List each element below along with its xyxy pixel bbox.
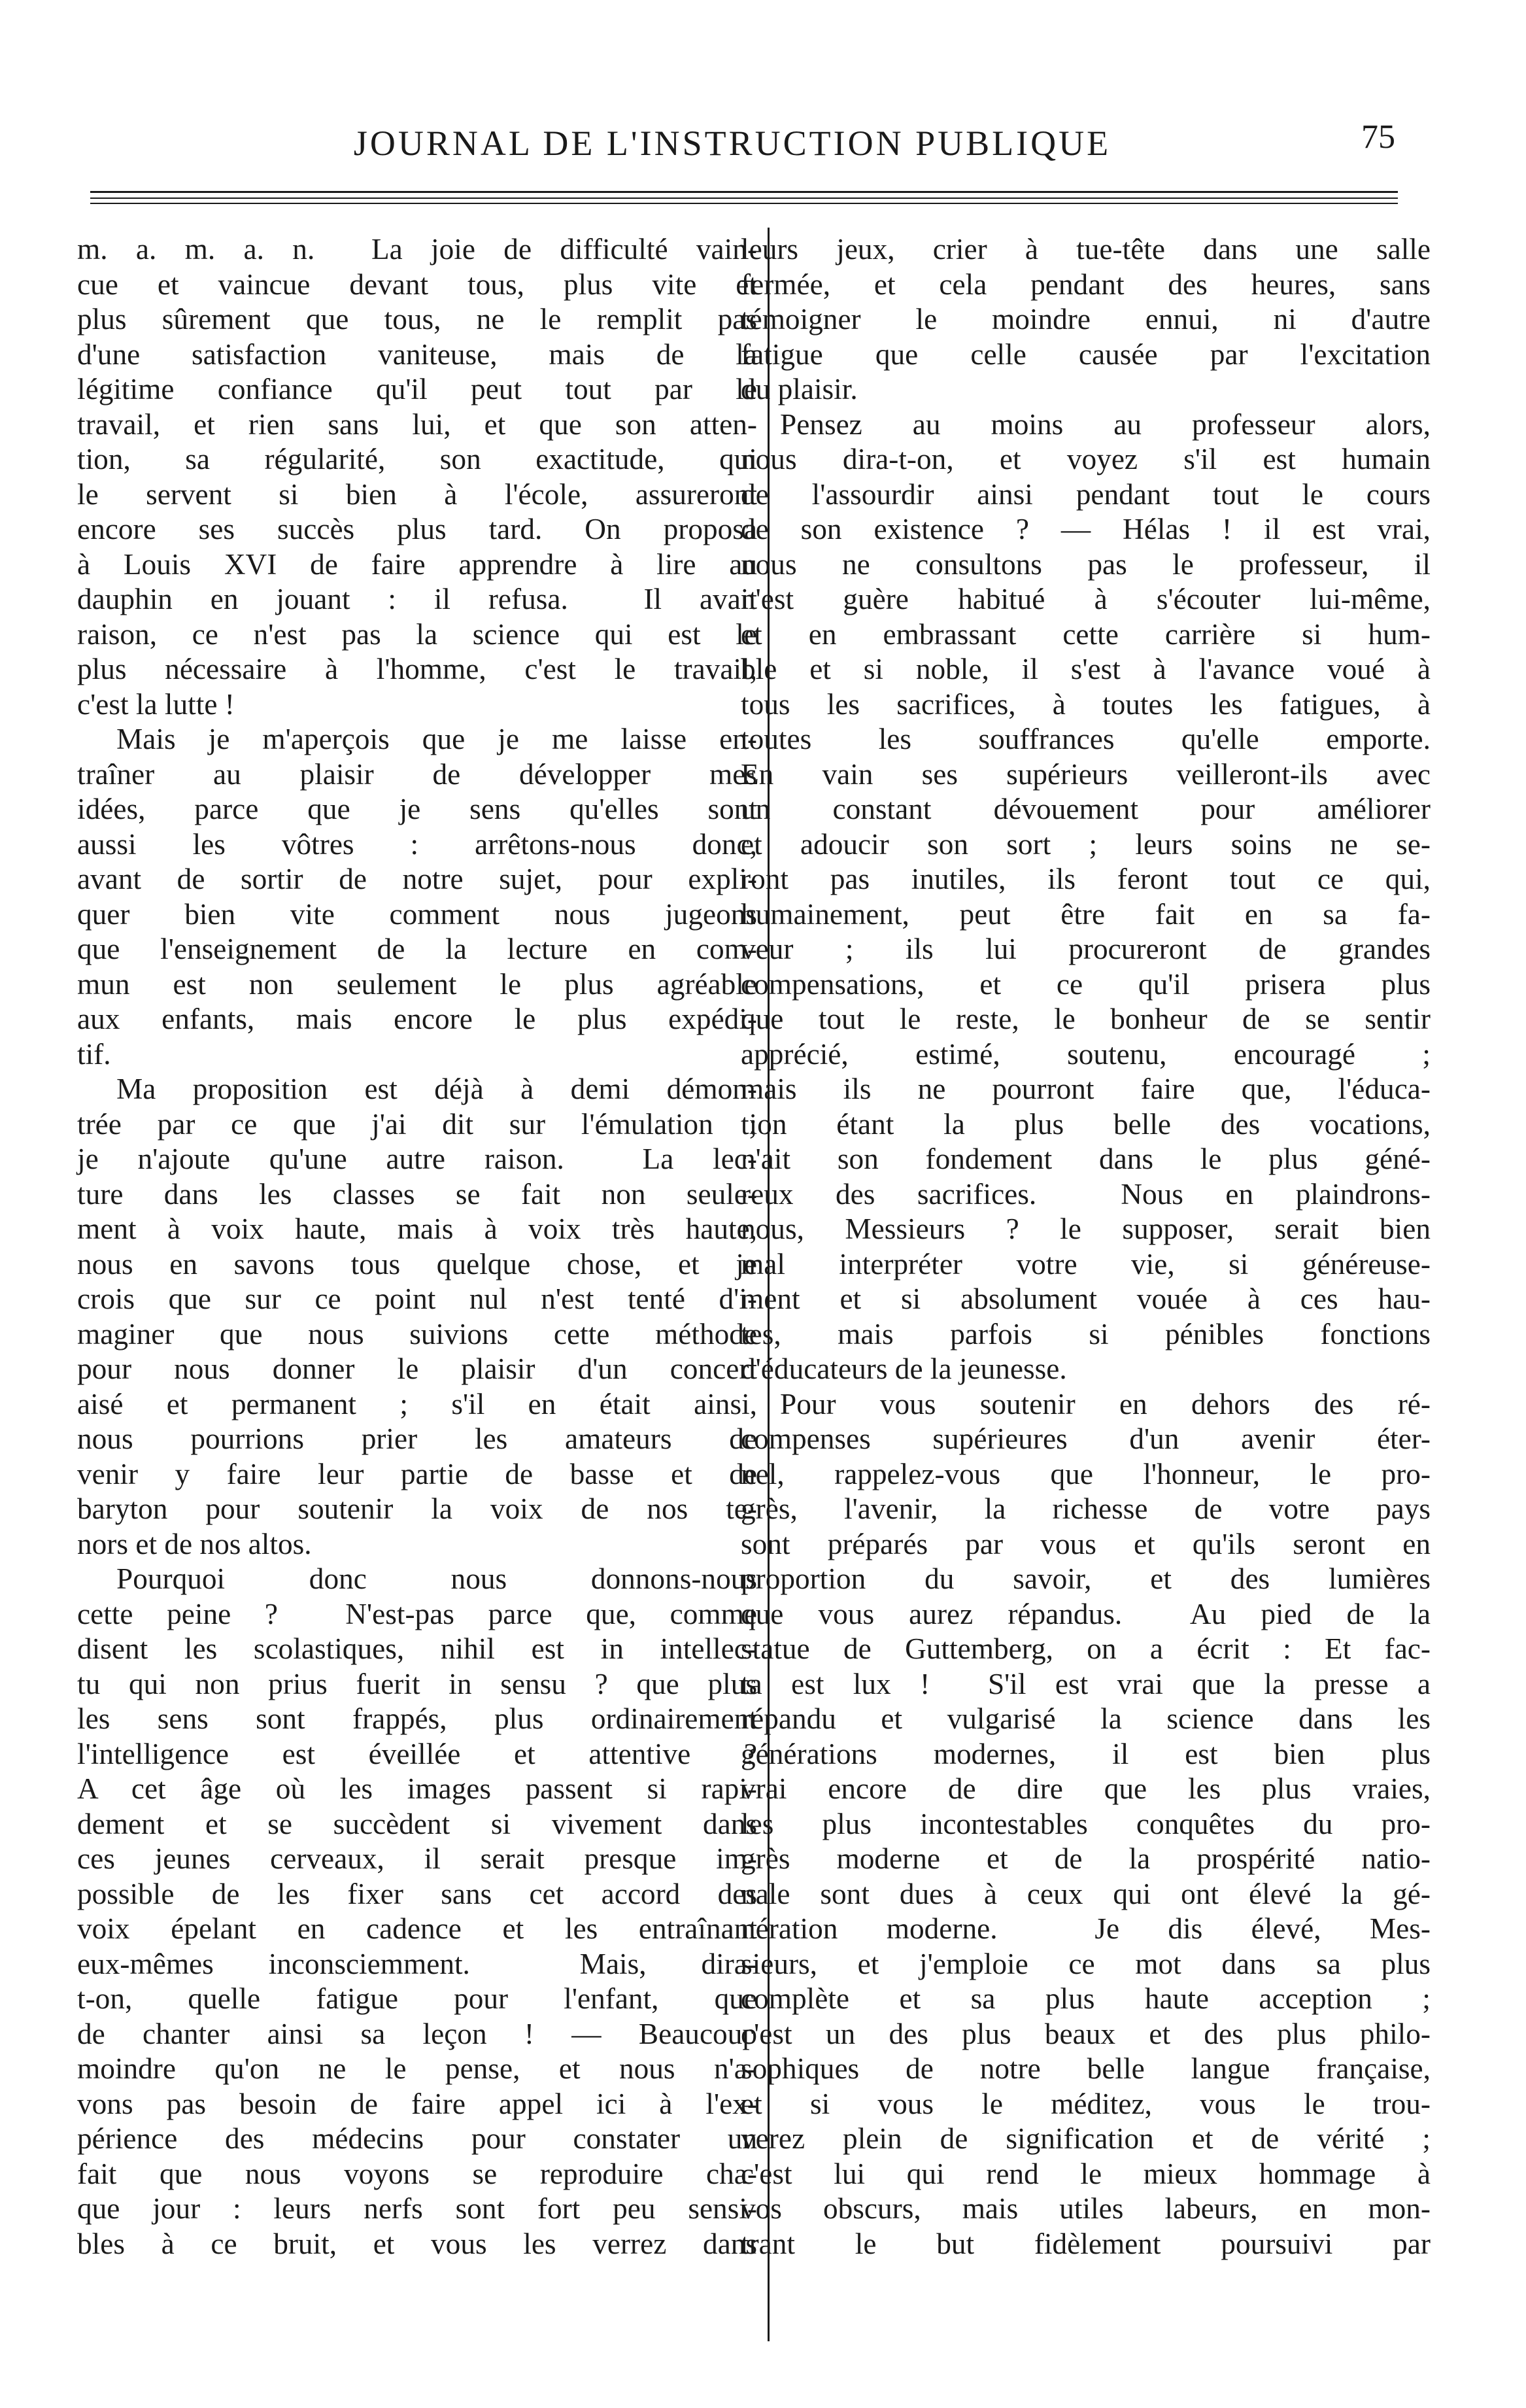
text-line: ront pas inutiles, ils feront tout ce qui, — [741, 863, 1431, 895]
text-line: mais ils ne pourront faire que, l'éduca- — [741, 1073, 1431, 1105]
text-line: moindre qu'on ne le pense, et nous n'a- — [77, 2052, 757, 2085]
text-line: de chanter ainsi sa leçon ! — Beaucoup — [77, 2017, 757, 2050]
text-line: eux-mêmes inconsciemment. Mais, dira- — [77, 1947, 757, 1980]
text-line: humainement, peut être fait en sa fa- — [741, 897, 1431, 931]
text-line: bles à ce bruit, et vous les verrez dans — [77, 2227, 757, 2260]
text-line: sont préparés par vous et qu'ils seront en — [741, 1527, 1431, 1560]
text-line: venir y faire leur partie de basse et de — [77, 1457, 757, 1490]
text-line: le servent si bien à l'école, assureront — [77, 477, 757, 511]
text-line: légitime confiance qu'il peut tout par le — [77, 373, 757, 405]
text-line: sophiques de notre belle langue française, — [741, 2052, 1431, 2085]
text-line: n'est guère habitué à s'écouter lui-même, — [741, 583, 1431, 615]
text-line: En vain ses supérieurs veilleront-ils avec — [741, 757, 1431, 791]
text-line: tous les sacrifices, à toutes les fatigues, à — [741, 687, 1431, 721]
text-line: fait que nous voyons se reproduire cha- — [77, 2157, 757, 2190]
text-line: idées, parce que je sens qu'elles sont — [77, 793, 757, 825]
header-rule-double — [90, 198, 1398, 199]
text-line: Mais je m'aperçois que je me laisse en- — [116, 723, 757, 755]
text-line: tes, mais parfois si pénibles fonctions — [741, 1317, 1431, 1350]
text-line: nous en savons tous quelque chose, et je — [77, 1247, 757, 1281]
text-line: tion étant la plus belle des vocations, — [741, 1107, 1431, 1141]
text-line: vons pas besoin de faire appel ici à l'ex- — [77, 2087, 757, 2120]
text-line: statue de Guttemberg, on a écrit : Et fac- — [741, 1632, 1431, 1665]
text-line: l'intelligence est éveillée et attentive ? — [77, 1737, 757, 1770]
text-line: ment à voix haute, mais à voix très haute, — [77, 1213, 757, 1245]
text-line: mun est non seulement le plus agréable — [77, 967, 757, 1001]
text-line: je n'ajoute qu'une autre raison. La lec- — [77, 1143, 757, 1175]
text-line: c'est un des plus beaux et des plus philo- — [741, 2017, 1431, 2050]
text-line: reux des sacrifices. Nous en plaindrons- — [741, 1177, 1431, 1211]
text-line: tion, sa régularité, son exactitude, qui — [77, 443, 757, 475]
text-line: Ma proposition est déjà à demi démon- — [116, 1073, 757, 1105]
text-line: périence des médecins pour constater un — [77, 2122, 757, 2155]
text-line: trant le but fidèlement poursuivi par — [741, 2227, 1431, 2260]
text-line: aisé et permanent ; s'il en était ainsi, — [77, 1387, 757, 1420]
text-line: d'éducateurs de la jeunesse. — [741, 1352, 1067, 1385]
text-line: vrai encore de dire que les plus vraies, — [741, 1772, 1431, 1805]
text-line: proportion du savoir, et des lumières — [741, 1562, 1431, 1595]
text-line: nors et de nos altos. — [77, 1527, 312, 1560]
text-line: raison, ce n'est pas la science qui est le — [77, 617, 757, 651]
text-line: Pour vous soutenir en dehors des ré- — [780, 1387, 1431, 1420]
header-rule — [90, 191, 1398, 193]
text-line: aussi les vôtres : arrêtons-nous donc, — [77, 827, 757, 861]
text-line: de son existence ? — Hélas ! il est vrai, — [741, 513, 1431, 545]
text-line: voix épelant en cadence et les entraînant — [77, 1912, 757, 1945]
text-line: n'ait son fondement dans le plus géné- — [741, 1143, 1431, 1175]
text-line: générations modernes, il est bien plus — [741, 1737, 1431, 1770]
text-line: plus sûrement que tous, ne le remplit pas — [77, 303, 757, 335]
text-line: possible de les fixer sans cet accord des — [77, 1877, 757, 1910]
text-line: nous ne consultons pas le professeur, il — [741, 547, 1431, 581]
text-line: A cet âge où les images passent si rapi- — [77, 1772, 757, 1805]
text-line: ture dans les classes se fait non seule- — [77, 1177, 757, 1211]
text-line: c'est lui qui rend le mieux hommage à — [741, 2157, 1431, 2190]
text-line: de l'assourdir ainsi pendant tout le cours — [741, 477, 1431, 511]
text-line: t-on, quelle fatigue pour l'enfant, que — [77, 1982, 757, 2015]
text-line: les sens sont frappés, plus ordinairement — [77, 1702, 757, 1735]
text-line: plus nécessaire à l'homme, c'est le travail, — [77, 653, 757, 685]
text-line: pour nous donner le plaisir d'un concert — [77, 1352, 757, 1385]
text-line: nération moderne. Je dis élevé, Mes- — [741, 1912, 1431, 1945]
text-line: nous dira-t-on, et voyez s'il est humain — [741, 443, 1431, 475]
text-line: disent les scolastiques, nihil est in intellec- — [77, 1632, 757, 1665]
text-line: vos obscurs, mais utiles labeurs, en mon- — [741, 2192, 1431, 2225]
text-line: ble et si noble, il s'est à l'avance voué à — [741, 653, 1431, 685]
text-line: à Louis XVI de faire apprendre à lire au — [77, 547, 757, 581]
text-line: nous pourrions prier les amateurs de — [77, 1422, 757, 1455]
text-column-left — [77, 232, 757, 2262]
text-line: du plaisir. — [741, 373, 858, 405]
text-line: compensations, et ce qu'il prisera plus — [741, 967, 1431, 1001]
text-line: aux enfants, mais encore le plus expédi- — [77, 1003, 757, 1035]
text-line: leurs jeux, crier à tue-tête dans une salle — [741, 233, 1431, 266]
text-line: ces jeunes cerveaux, il serait presque im- — [77, 1842, 757, 1875]
text-line: avant de sortir de notre sujet, pour expli- — [77, 863, 757, 895]
text-line: c'est la lutte ! — [77, 687, 235, 721]
text-line: que vous aurez répandus. Au pied de la — [741, 1597, 1431, 1630]
text-line: un constant dévouement pour améliorer — [741, 793, 1431, 825]
text-line: cette peine ? N'est-pas parce que, comme — [77, 1597, 757, 1630]
text-line: nel, rappelez-vous que l'honneur, le pro- — [741, 1457, 1431, 1490]
text-line: baryton pour soutenir la voix de nos te- — [77, 1492, 757, 1525]
text-line: mal interpréter votre vie, si généreuse- — [741, 1247, 1431, 1281]
text-line: sieurs, et j'emploie ce mot dans sa plus — [741, 1947, 1431, 1980]
text-line: ta est lux ! S'il est vrai que la presse a — [741, 1667, 1431, 1700]
text-line: dauphin en jouant : il refusa. Il avait — [77, 583, 757, 615]
text-line: cue et vaincue devant tous, plus vite et — [77, 267, 757, 301]
text-line: crois que sur ce point nul n'est tenté d'i- — [77, 1282, 757, 1315]
text-line: veur ; ils lui procureront de grandes — [741, 933, 1431, 965]
text-line: complète et sa plus haute acception ; — [741, 1982, 1431, 2015]
text-line: Pensez au moins au professeur alors, — [780, 407, 1431, 441]
text-line: traîner au plaisir de développer mes — [77, 757, 757, 791]
text-line: les plus incontestables conquêtes du pro- — [741, 1807, 1431, 1840]
text-line: verez plein de signification et de vérité ; — [741, 2122, 1431, 2155]
running-head: JOURNAL DE L'INSTRUCTION PUBLIQUE — [353, 124, 1111, 163]
text-line: et adoucir son sort ; leurs soins ne se- — [741, 827, 1431, 861]
text-line: et si vous le méditez, vous le trou- — [741, 2087, 1431, 2120]
text-line: maginer que nous suivions cette méthode — [77, 1317, 757, 1350]
text-line: grès moderne et de la prospérité natio- — [741, 1842, 1431, 1875]
text-line: nous, Messieurs ? le supposer, serait bien — [741, 1213, 1431, 1245]
text-line: travail, et rien sans lui, et que son atten- — [77, 407, 757, 441]
text-line: encore ses succès plus tard. On proposa — [77, 513, 757, 545]
text-line: apprécié, estimé, soutenu, encouragé ; — [741, 1037, 1431, 1071]
text-line: que l'enseignement de la lecture en com- — [77, 933, 757, 965]
text-line: répandu et vulgarisé la science dans les — [741, 1702, 1431, 1735]
text-line: témoigner le moindre ennui, ni d'autre — [741, 303, 1431, 335]
page-number: 75 — [1361, 118, 1395, 156]
text-line: grès, l'avenir, la richesse de votre pays — [741, 1492, 1431, 1525]
text-line: fatigue que celle causée par l'excitation — [741, 337, 1431, 371]
text-line: dement et se succèdent si vivement dans — [77, 1807, 757, 1840]
text-line: tu qui non prius fuerit in sensu ? que plus — [77, 1667, 757, 1700]
text-line: tif. — [77, 1037, 111, 1071]
text-line: que tout le reste, le bonheur de se sentir — [741, 1003, 1431, 1035]
text-line: toutes les souffrances qu'elle emporte. — [741, 723, 1431, 755]
text-line: et en embrassant cette carrière si hum- — [741, 617, 1431, 651]
text-line: ment et si absolument vouée à ces hau- — [741, 1282, 1431, 1315]
text-line: m. a. m. a. n. La joie de difficulté vain- — [77, 233, 757, 266]
text-line: compenses supérieures d'un avenir éter- — [741, 1422, 1431, 1455]
text-line: trée par ce que j'ai dit sur l'émulation ; — [77, 1107, 757, 1141]
text-line: quer bien vite comment nous jugeons — [77, 897, 757, 931]
text-line: que jour : leurs nerfs sont fort peu sensi- — [77, 2192, 757, 2225]
text-line: d'une satisfaction vaniteuse, mais de la — [77, 337, 757, 371]
header-rule-triple — [90, 203, 1398, 204]
text-line: fermée, et cela pendant des heures, sans — [741, 267, 1431, 301]
text-line: nale sont dues à ceux qui ont élevé la gé- — [741, 1877, 1431, 1910]
text-column-right — [741, 232, 1431, 2262]
text-line: Pourquoi donc nous donnons-nous — [116, 1562, 757, 1595]
